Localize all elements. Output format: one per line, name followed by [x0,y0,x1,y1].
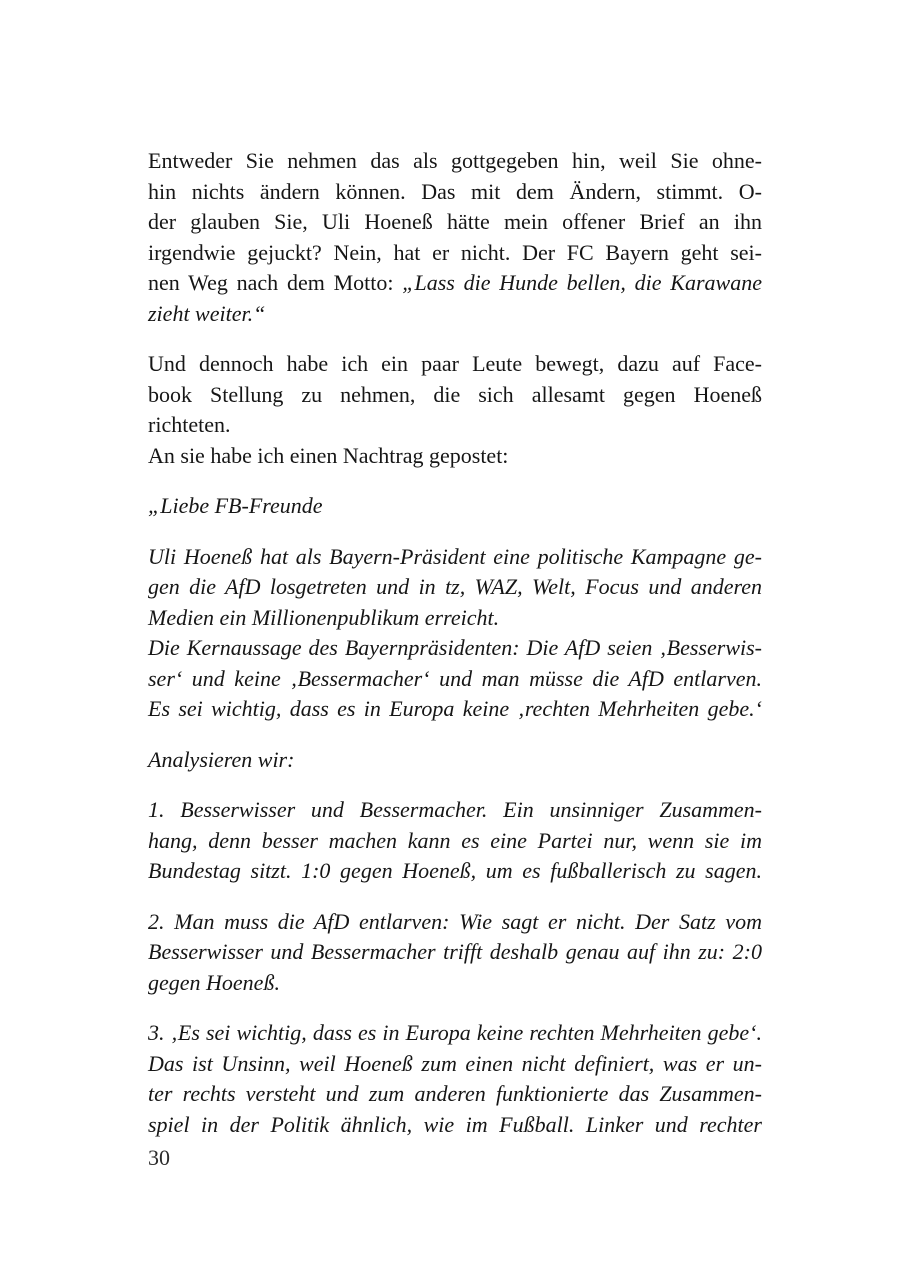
text-line: Medien ein Millionenpublikum erreicht. [148,604,500,630]
text-line: 1. Besserwisser und Bessermacher. Ein unsinniger Zusammen- [148,797,762,822]
text-line: richteten. [148,412,231,437]
text-line: zieht weiter.“ [148,300,266,326]
text-line: der glauben Sie, Uli Hoeneß hätte mein offener Brief an ihn [148,209,762,234]
text-run-roman: nen Weg nach dem Motto: [148,270,403,295]
paragraph-greeting [148,491,762,522]
text-line: gegen Hoeneß. [148,969,280,995]
text-line: Es sei wichtig, dass es in Europa keine ‚rechten Mehrheiten gebe.‘ [148,696,762,721]
text-line: Das ist Unsinn, weil Hoeneß zum einen nicht definiert, was er un- [148,1050,762,1076]
paragraph-opening [148,146,762,329]
page-text-content [148,146,762,1140]
text-line: irgendwie gejuckt? Nein, hat er nicht. Der FC Bayern geht sei- [148,239,762,265]
text-line: hin nichts ändern können. Das mit dem Ändern, stimmt. O- [148,178,762,204]
text-line: hang, denn besser machen kann es eine Partei nur, wenn sie im [148,827,762,853]
text-line: spiel in der Politik ähnlich, wie im Fußball. Linker und rechter [148,1111,762,1137]
text-line: book Stellung zu nehmen, die sich allesamt gegen Hoeneß [148,381,762,407]
text-line: 2. Man muss die AfD entlarven: Wie sagt er nicht. Der Satz vom [148,908,762,934]
text-line-mixed [148,268,762,299]
page-number: 30 [148,1145,170,1170]
paragraph-punkt-2 [148,907,762,999]
text-line: Uli Hoeneß hat als Bayern-Präsident eine politische Kampagne ge- [148,543,762,569]
text-line: ser‘ und keine ‚Bessermacher‘ und man müsse die AfD entlarven. [148,665,762,691]
paragraph-quote-kampagne [148,542,762,725]
paragraph-analysieren [148,745,762,776]
text-line: Die Kernaussage des Bayernpräsidenten: Die AfD seien ‚Besserwis- [148,635,762,660]
paragraph-punkt-1 [148,795,762,887]
paragraph-punkt-3 [148,1018,762,1140]
text-line: Und dennoch habe ich ein paar Leute bewegt, dazu auf Face- [148,351,762,376]
text-line: ter rechts versteht und zum anderen funktionierte das Zusammen- [148,1081,762,1106]
text-line: Besserwisser und Bessermacher trifft deshalb genau auf ihn zu: 2:0 [148,939,762,964]
text-run-italic: „Lass die Hunde bellen, die Karawane [402,270,762,295]
text-line: „Liebe FB-Freunde [148,493,323,518]
paragraph-facebook-intro [148,349,762,471]
text-line: Entweder Sie nehmen das als gottgegeben hin, weil Sie ohne- [148,148,762,173]
text-line: Analysieren wir: [148,746,295,772]
text-line: gen die AfD losgetreten und in tz, WAZ, Welt, Focus und anderen [148,574,762,599]
text-line: Bundestag sitzt. 1:0 gegen Hoeneß, um es fußballerisch zu sagen. [148,858,762,883]
text-line: 3. ‚Es sei wichtig, dass es in Europa keine rechten Mehrheiten gebe‘. [148,1020,762,1045]
text-line: An sie habe ich einen Nachtrag gepostet: [148,442,509,468]
